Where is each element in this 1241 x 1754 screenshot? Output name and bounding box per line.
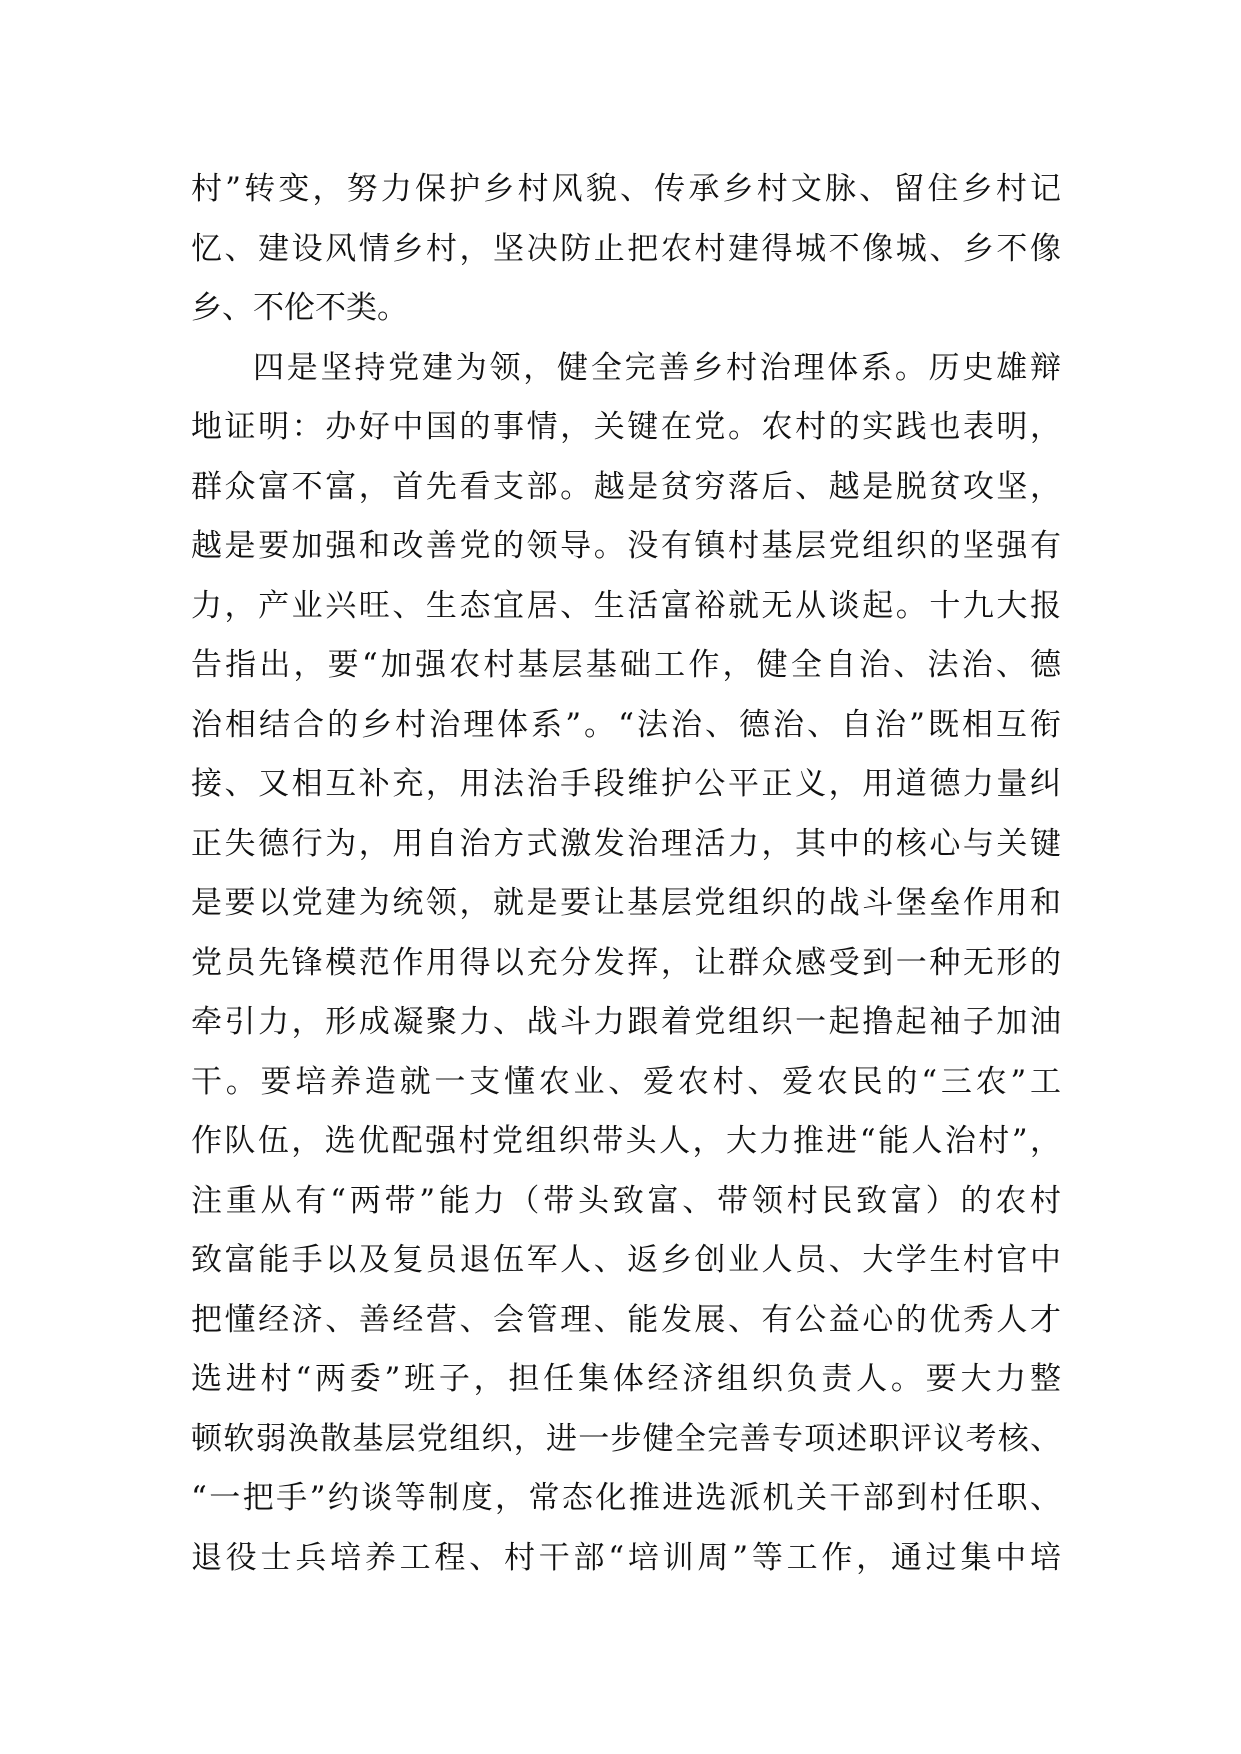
text-line: 是要以党建为统领，就是要让基层党组织的战斗堡垒作用和 [191,885,1061,921]
text-line: 注重从有“两带”能力（带头致富、带领村民致富）的农村 [191,1182,1061,1219]
paragraph [191,339,1061,1589]
text-line: 顿软弱涣散基层党组织，进一步健全完善专项述职评议考核、 [191,1420,1061,1457]
text-line: 四是坚持党建为领，健全完善乡村治理体系。历史雄辩 [253,349,1061,386]
text-line: 接、又相互补充，用法治手段维护公平正义，用道德力量纠 [191,766,1061,802]
text-line: 告指出，要“加强农村基层基础工作，健全自治、法治、德 [191,647,1061,683]
text-line: 把懂经济、善经营、会管理、能发展、有公益心的优秀人才 [191,1301,1061,1338]
text-line: 牵引力，形成凝聚力、战斗力跟着党组织一起撸起袖子加油 [191,1004,1061,1040]
text-line: 退役士兵培养工程、村干部“培训周”等工作，通过集中培 [191,1539,1061,1576]
text-line: 治相结合的乡村治理体系”。“法治、德治、自治”既相互衔 [191,706,1061,743]
text-line: 忆、建设风情乡村，坚决防止把农村建得城不像城、乡不像 [191,230,1061,267]
text-line: 干。要培养造就一支懂农业、爱农村、爱农民的“三农”工 [191,1063,1061,1100]
text-line: 地证明：办好中国的事情，关键在党。农村的实践也表明， [191,409,1061,445]
text-line: 力，产业兴旺、生态宜居、生活富裕就无从谈起。十九大报 [191,587,1061,624]
text-line: 正失德行为，用自治方式激发治理活力，其中的核心与关键 [191,825,1061,862]
text-line: 乡、不伦不类。 [191,290,408,326]
text-line: 选进村“两委”班子，担任集体经济组织负责人。要大力整 [191,1361,1061,1397]
text-line: 村”转变，努力保护乡村风貌、传承乡村文脉、留住乡村记 [191,171,1061,207]
paragraph [191,160,1061,339]
text-line: 群众富不富，首先看支部。越是贫穷落后、越是脱贫攻坚， [191,468,1061,505]
text-line: 党员先锋模范作用得以充分发挥，让群众感受到一种无形的 [191,944,1061,981]
text-line: 作队伍，选优配强村党组织带头人，大力推进“能人治村”， [191,1123,1061,1159]
text-line: 越是要加强和改善党的领导。没有镇村基层党组织的坚强有 [191,528,1061,564]
text-line: 致富能手以及复员退伍军人、返乡创业人员、大学生村官中 [191,1242,1061,1278]
document-body [191,160,1061,1588]
text-line: “一把手”约谈等制度，常态化推进选派机关干部到村任职、 [191,1480,1061,1516]
